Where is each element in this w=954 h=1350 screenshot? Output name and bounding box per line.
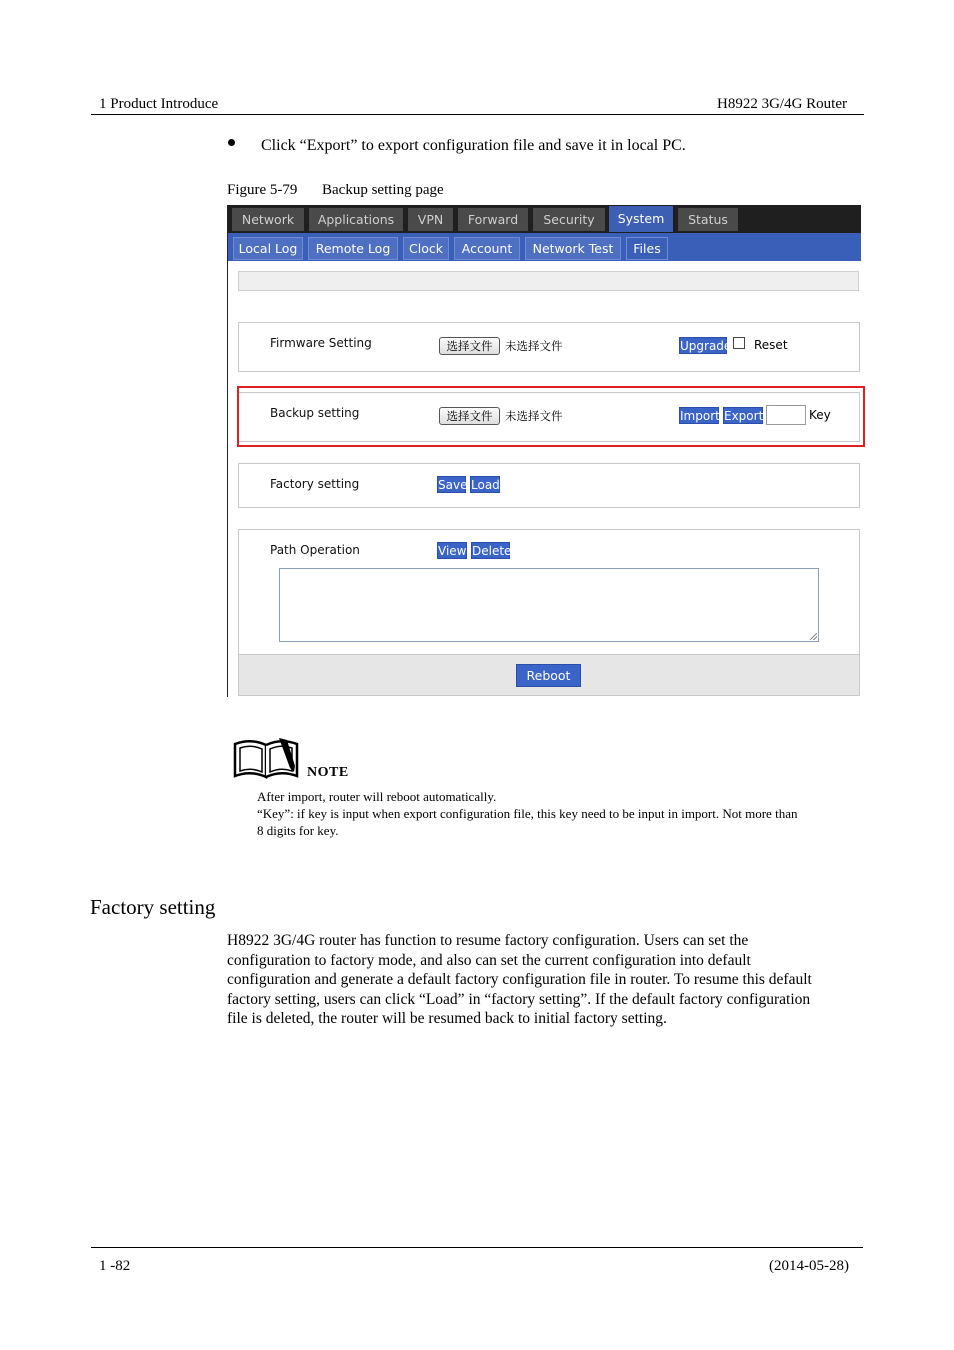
factory-label: Factory setting: [270, 477, 360, 491]
tab-security[interactable]: Security: [533, 208, 605, 231]
load-button[interactable]: Load: [471, 478, 500, 492]
firmware-label: Firmware Setting: [270, 336, 372, 350]
key-label: Key: [809, 408, 831, 422]
resize-grip-icon[interactable]: [810, 633, 817, 640]
footer-rule: [91, 1247, 863, 1248]
tab-status[interactable]: Status: [678, 208, 738, 231]
firmware-choose-file-button[interactable]: 选择文件: [439, 337, 500, 355]
note-book-icon: [233, 736, 303, 780]
import-button[interactable]: Import: [680, 409, 720, 423]
header-product: H8922 3G/4G Router: [717, 96, 847, 112]
figure-title: Backup setting page: [322, 182, 444, 198]
path-label: Path Operation: [270, 543, 360, 557]
backup-highlight-box: [237, 386, 865, 447]
body-line-1: H8922 3G/4G router has function to resume factory configuration. Users can set the: [227, 932, 749, 949]
firmware-no-file-text: 未选择文件: [505, 339, 563, 353]
note-line-2: “Key”: if key is input when export configuration file, this key need to be input in import. Not more than: [257, 806, 798, 821]
section-heading: Factory setting: [90, 895, 216, 919]
backup-no-file-text: 未选择文件: [505, 409, 563, 423]
backup-label: Backup setting: [270, 406, 360, 420]
section-body: [227, 931, 867, 1029]
body-line-5: file is deleted, the router will be resumed back to initial factory setting.: [227, 1010, 667, 1027]
footer-date: (2014-05-28): [769, 1258, 849, 1274]
top-nav-bar: [228, 205, 861, 233]
view-button[interactable]: View: [438, 544, 467, 558]
subtab-account[interactable]: Account: [454, 237, 520, 260]
figure-number: Figure 5-79: [227, 182, 298, 198]
body-line-4: factory setting, users can click “Load” in “factory setting”. If the default factory configuration: [227, 990, 811, 1008]
bullet-dot: [228, 139, 235, 146]
path-output-textarea[interactable]: [279, 568, 819, 642]
body-line-3: configuration and generate a default factory configuration file in router. To resume this default: [227, 971, 812, 988]
reset-checkbox[interactable]: [733, 337, 745, 349]
upgrade-button[interactable]: Upgrade: [680, 339, 732, 353]
subtab-local-log[interactable]: Local Log: [233, 237, 303, 260]
save-button[interactable]: Save: [438, 478, 468, 492]
delete-button[interactable]: Delete: [472, 544, 512, 558]
bullet-text: Click “Export” to export configuration file and save it in local PC.: [261, 137, 686, 154]
sub-nav-bar: [228, 233, 861, 261]
subtab-remote-log[interactable]: Remote Log: [308, 237, 398, 260]
note-line-1: After import, router will reboot automatically.: [257, 789, 497, 804]
reset-label: Reset: [754, 338, 788, 352]
footer-page-number: 1 -82: [99, 1258, 131, 1274]
subtab-network-test[interactable]: Network Test: [525, 237, 621, 260]
reboot-button[interactable]: Reboot: [516, 664, 581, 687]
tab-vpn[interactable]: VPN: [408, 208, 453, 231]
backup-choose-file-button[interactable]: 选择文件: [439, 407, 500, 425]
tab-network[interactable]: Network: [232, 208, 304, 231]
tab-system[interactable]: System: [609, 206, 673, 232]
body-line-2: configuration to factory mode, and also can set the current configuration into default: [227, 951, 751, 969]
subtab-files[interactable]: Files: [626, 237, 668, 260]
tab-applications[interactable]: Applications: [309, 208, 403, 231]
figure-frame-edge: [227, 205, 228, 697]
header-rule: [91, 114, 864, 115]
note-label: NOTE: [307, 765, 349, 780]
header-chapter: 1 Product Introduce: [99, 96, 219, 112]
subtab-clock[interactable]: Clock: [403, 237, 449, 260]
tab-forward[interactable]: Forward: [458, 208, 528, 231]
note-line-3: 8 digits for key.: [257, 823, 339, 838]
export-button[interactable]: Export: [724, 409, 764, 423]
content-top-strip: [238, 271, 859, 291]
